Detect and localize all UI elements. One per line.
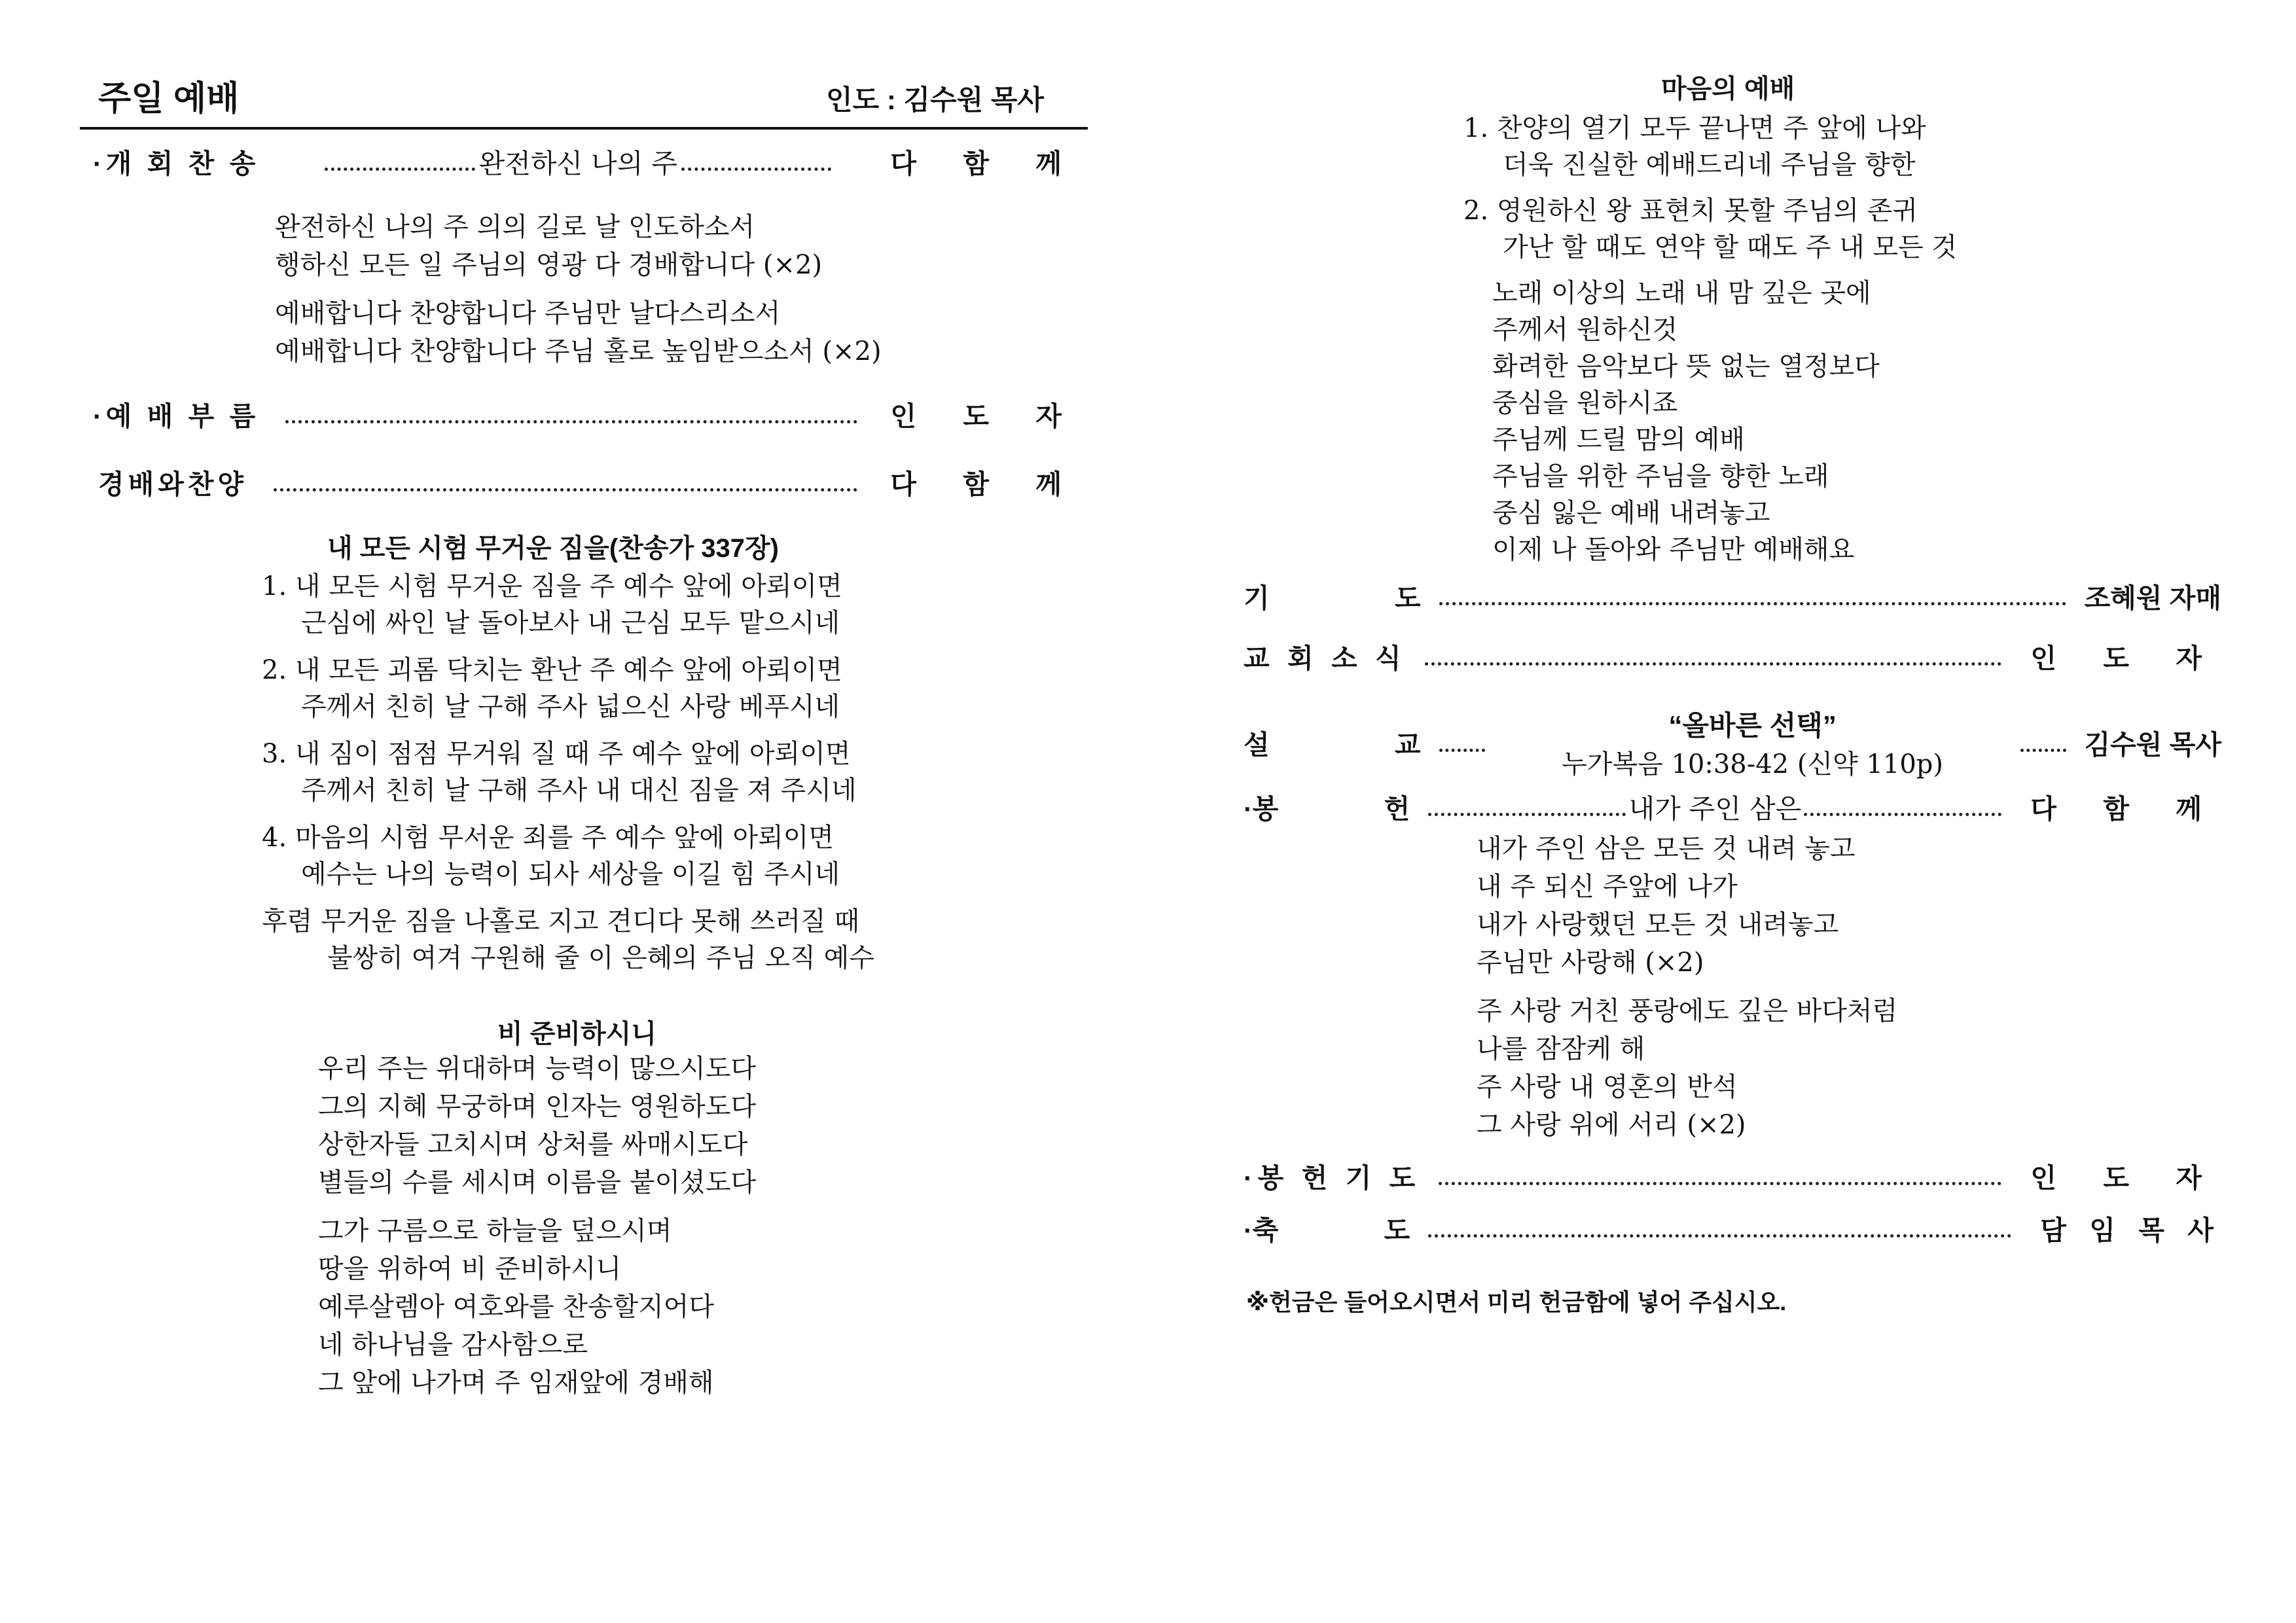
offering-song-title: 내가 주인 삼은 <box>1628 793 1802 825</box>
title-divider <box>80 127 1088 130</box>
lyric-line: 우리 주는 위대하며 능력이 많으시도다 <box>318 1054 757 1084</box>
order-item-offering <box>1244 787 2221 826</box>
lyric-line: 주님만 사랑해 (×2) <box>1477 948 1704 978</box>
lyric-line: 1. 찬양의 열기 모두 끝나면 주 앞에 나와 <box>1463 113 1926 143</box>
lyric-line: 2. 영원하신 왕 표현치 못할 주님의 존귀 <box>1463 196 1918 226</box>
order-label: ·봉 헌 기 도 <box>1244 1162 1421 1193</box>
lyric-line: 이제 나 돌아와 주님만 예배해요 <box>1492 535 1855 565</box>
lyric-line: 중심 잃은 예배 내려놓고 <box>1492 498 1770 528</box>
lyric-line: 상한자들 고치시며 상처를 싸매시도다 <box>318 1130 748 1160</box>
lyric-line: 더욱 진실한 예배드리네 주님을 향한 <box>1503 150 1916 180</box>
lyric-line: 4. 마음의 시험 무서운 죄를 주 예수 앞에 아뢰이면 <box>262 823 834 853</box>
order-performer: 다 함 께 <box>2030 793 2222 824</box>
order-performer: 김수원 목사 <box>2084 729 2221 760</box>
lyric-line: 2. 내 모든 괴롬 닥치는 환난 주 예수 앞에 아뢰이면 <box>262 655 842 685</box>
song-title: 마음의 예배 <box>1661 75 1795 103</box>
lyric-line: 그 사랑 위에 서리 (×2) <box>1477 1110 1746 1140</box>
lyric-line: 후렴 무거운 짐을 나홀로 지고 견디다 못해 쓰러질 때 <box>262 906 860 936</box>
lyric-line: 그의 지혜 무궁하며 인자는 영원하도다 <box>318 1092 757 1122</box>
order-performer: 인 도 자 <box>2030 643 2221 673</box>
opening-lyrics <box>275 208 882 370</box>
order-item-offering-prayer <box>1244 1156 2221 1195</box>
order-label: ·축 도 <box>1244 1215 1410 1245</box>
lyric-line: 불쌍히 여겨 구원해 줄 이 은혜의 주님 오직 예수 <box>327 943 874 973</box>
order-label: 경배와찬양 <box>98 469 248 499</box>
lyric-line: 근심에 싸인 날 돌아보사 내 근심 모두 맡으시네 <box>301 608 840 638</box>
dot-leader <box>1804 813 2001 816</box>
hymn-title: 내 모든 시험 무거운 짐을(찬송가 337장) <box>327 534 779 563</box>
order-label: ·예 배 부 름 <box>93 401 260 431</box>
lyric-line: 네 하나님을 감사함으로 <box>318 1330 588 1360</box>
order-item-benediction <box>1244 1208 2221 1247</box>
order-item-call <box>93 394 1081 433</box>
dot-leader <box>325 168 475 171</box>
lyric-line: 예배합니다 찬양합니다 주님 홀로 높임받으소서 (×2) <box>275 336 882 366</box>
dot-leader <box>1439 749 1485 752</box>
lyric-line: 주 사랑 내 영혼의 반석 <box>1477 1072 1738 1102</box>
dot-leader <box>2020 749 2066 752</box>
offering-lyrics <box>1477 830 1897 1144</box>
order-performer: 인 도 자 <box>2030 1162 2221 1193</box>
dot-leader <box>1428 813 1626 816</box>
dot-leader <box>1439 1182 2001 1185</box>
lyric-line: 예배합니다 찬양합니다 주님만 날다스리소서 <box>275 298 781 329</box>
dot-leader <box>681 168 831 171</box>
hymn-lyrics <box>262 568 874 976</box>
lyric-line: 별들의 수를 세시며 이름을 붙이셨도다 <box>318 1168 757 1198</box>
order-item-sermon <box>1244 709 2221 779</box>
lyric-line: 주님을 위한 주님을 향한 노래 <box>1492 461 1829 491</box>
sermon-title: “올바른 선택” <box>1668 709 1837 741</box>
offering-note: ※헌금은 들어오시면서 미리 헌금함에 넣어 주십시오. <box>1246 1289 1787 1315</box>
order-label: ·개 회 찬 송 <box>93 148 260 179</box>
order-item-prayer <box>1244 576 2221 615</box>
lyric-line: 그가 구름으로 하늘을 덮으시며 <box>318 1216 672 1246</box>
sermon-center <box>1485 704 2020 781</box>
dot-leader <box>285 420 857 423</box>
rain-lyrics <box>318 1050 756 1402</box>
order-item-praise <box>98 462 1081 501</box>
lyric-line: 주님께 드릴 맘의 예배 <box>1492 425 1745 455</box>
order-label: 설 교 <box>1244 729 1421 760</box>
lyric-line: 1. 내 모든 시험 무거운 짐을 주 예수 앞에 아뢰이면 <box>262 571 842 601</box>
order-performer: 조혜원 자매 <box>2084 582 2221 613</box>
order-performer: 담 임 목 사 <box>2040 1215 2221 1245</box>
lyric-line: 가난 할 때도 연약 할 때도 주 내 모든 것 <box>1503 232 1958 262</box>
sermon-passage: 누가복음 10:38-42 (신약 110p) <box>1562 749 1944 779</box>
order-label: ·봉 헌 <box>1244 793 1410 824</box>
dot-leader <box>1439 602 2066 605</box>
lyric-line: 나를 잠잠케 해 <box>1477 1034 1645 1064</box>
worship-leader: 인도 : 김수원 목사 <box>826 84 1044 115</box>
order-item-opening <box>93 141 1081 181</box>
lyric-line: 화려한 음악보다 뜻 없는 열정보다 <box>1492 351 1880 382</box>
order-item-news <box>1244 636 2221 675</box>
lyric-line: 예수는 나의 능력이 되사 세상을 이길 힘 주시네 <box>301 859 840 889</box>
lyric-line: 주께서 친히 날 구해 주사 넓으신 사랑 베푸시네 <box>301 692 840 722</box>
lyric-line: 내 주 되신 주앞에 나가 <box>1477 872 1738 902</box>
order-label: 교 회 소 식 <box>1244 643 1407 673</box>
lyric-line: 3. 내 짐이 점점 무거워 질 때 주 예수 앞에 아뢰이면 <box>262 739 851 769</box>
opening-song-title: 완전하신 나의 주 <box>478 147 677 179</box>
dot-leader <box>1428 1234 2011 1238</box>
lyric-line: 내가 사랑했던 모든 것 내려놓고 <box>1477 910 1839 940</box>
song-title: 비 준비하시니 <box>497 1020 656 1048</box>
lyric-line: 주께서 친히 날 구해 주사 내 대신 짐을 져 주시네 <box>301 776 857 806</box>
lyric-line: 그 앞에 나가며 주 임재앞에 경배해 <box>318 1368 714 1398</box>
order-performer: 다 함 께 <box>890 469 1081 499</box>
lyric-line: 주 사랑 거친 풍랑에도 깊은 바다처럼 <box>1477 996 1898 1026</box>
lyric-line: 행하신 모든 일 주님의 영광 다 경배합니다 (×2) <box>275 250 823 280</box>
lyric-line: 주께서 원하신것 <box>1492 315 1678 345</box>
order-performer: 인 도 자 <box>890 401 1081 431</box>
lyric-line: 예루살렘아 여호와를 찬송할지어다 <box>318 1292 715 1322</box>
page-title: 주일 예배 <box>98 80 240 118</box>
lyric-line: 노래 이상의 노래 내 맘 깊은 곳에 <box>1492 278 1871 308</box>
lyric-line: 내가 주인 삼은 모든 것 내려 놓고 <box>1477 834 1856 864</box>
order-label: 기 도 <box>1244 582 1421 613</box>
lyric-line: 땅을 위하여 비 준비하시니 <box>318 1254 622 1284</box>
lyric-line: 완전하신 나의 주 의의 길로 날 인도하소서 <box>275 212 755 242</box>
heart-lyrics <box>1463 110 1957 568</box>
order-performer: 다 함 께 <box>890 148 1081 179</box>
dot-leader <box>1425 662 2002 666</box>
dot-leader <box>274 488 857 491</box>
lyric-line: 중심을 원하시죠 <box>1492 388 1678 418</box>
